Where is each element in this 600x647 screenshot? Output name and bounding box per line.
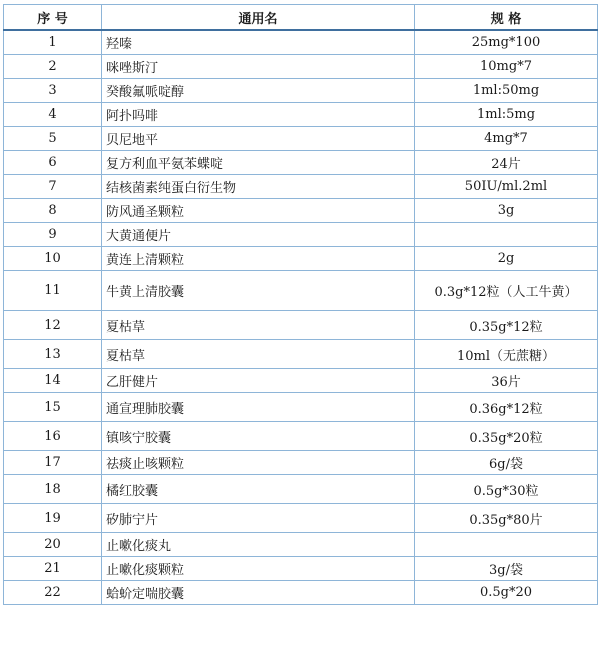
table-row — [4, 475, 598, 504]
table-row — [4, 422, 598, 451]
row-spec: 36片 — [415, 369, 598, 393]
row-spec: 0.35g*12粒 — [415, 311, 598, 340]
table-row — [4, 369, 598, 393]
header-row — [4, 5, 598, 31]
row-no: 8 — [4, 199, 102, 223]
table-row — [4, 79, 598, 103]
table-row — [4, 311, 598, 340]
row-name: 牛黄上清胶囊 — [102, 271, 415, 311]
header-no: 序 号 — [4, 5, 102, 31]
row-spec: 4mg*7 — [415, 127, 598, 151]
row-no: 2 — [4, 55, 102, 79]
row-spec: 1ml:5mg — [415, 103, 598, 127]
row-name: 大黄通便片 — [102, 223, 415, 247]
row-no: 9 — [4, 223, 102, 247]
table-row — [4, 451, 598, 475]
row-spec: 0.36g*12粒 — [415, 393, 598, 422]
table-row — [4, 103, 598, 127]
row-name: 乙肝健片 — [102, 369, 415, 393]
row-spec: 0.5g*30粒 — [415, 475, 598, 504]
row-no: 7 — [4, 175, 102, 199]
row-no: 16 — [4, 422, 102, 451]
row-name: 矽肺宁片 — [102, 504, 415, 533]
row-name: 贝尼地平 — [102, 127, 415, 151]
table-row — [4, 223, 598, 247]
row-no: 10 — [4, 247, 102, 271]
row-no: 18 — [4, 475, 102, 504]
row-name: 止嗽化痰颗粒 — [102, 557, 415, 581]
row-no: 3 — [4, 79, 102, 103]
table-row — [4, 504, 598, 533]
table-row — [4, 393, 598, 422]
row-no: 4 — [4, 103, 102, 127]
row-no: 13 — [4, 340, 102, 369]
row-spec: 25mg*100 — [415, 30, 598, 55]
table-row — [4, 581, 598, 605]
row-no: 6 — [4, 151, 102, 175]
table-row — [4, 175, 598, 199]
row-spec: 6g/袋 — [415, 451, 598, 475]
table-row — [4, 55, 598, 79]
row-no: 5 — [4, 127, 102, 151]
row-spec: 0.5g*20 — [415, 581, 598, 605]
row-no: 12 — [4, 311, 102, 340]
table-row — [4, 151, 598, 175]
row-name: 复方利血平氨苯蝶啶 — [102, 151, 415, 175]
row-name: 夏枯草 — [102, 311, 415, 340]
row-no: 21 — [4, 557, 102, 581]
row-no: 20 — [4, 533, 102, 557]
row-name: 黄连上清颗粒 — [102, 247, 415, 271]
row-spec: 0.35g*20粒 — [415, 422, 598, 451]
row-spec: 10ml（无蔗糖） — [415, 340, 598, 369]
row-no: 11 — [4, 271, 102, 311]
row-name: 癸酸氟哌啶醇 — [102, 79, 415, 103]
row-spec: 10mg*7 — [415, 55, 598, 79]
row-spec — [415, 533, 598, 557]
row-name: 止嗽化痰丸 — [102, 533, 415, 557]
row-name: 羟嗪 — [102, 30, 415, 55]
row-name: 阿扑吗啡 — [102, 103, 415, 127]
row-spec: 0.3g*12粒（人工牛黄） — [415, 271, 598, 311]
row-spec: 2g — [415, 247, 598, 271]
row-spec — [415, 223, 598, 247]
row-name: 蛤蚧定喘胶囊 — [102, 581, 415, 605]
row-no: 1 — [4, 30, 102, 55]
row-no: 14 — [4, 369, 102, 393]
table-row — [4, 247, 598, 271]
table-row — [4, 127, 598, 151]
table-row — [4, 533, 598, 557]
row-no: 19 — [4, 504, 102, 533]
row-no: 22 — [4, 581, 102, 605]
row-name: 夏枯草 — [102, 340, 415, 369]
drug-list-table — [3, 4, 598, 605]
row-no: 17 — [4, 451, 102, 475]
row-name: 祛痰止咳颗粒 — [102, 451, 415, 475]
row-name: 防风通圣颗粒 — [102, 199, 415, 223]
row-spec: 1ml:50mg — [415, 79, 598, 103]
row-no: 15 — [4, 393, 102, 422]
row-spec: 3g — [415, 199, 598, 223]
header-name: 通用名 — [102, 5, 415, 31]
row-name: 结核菌素纯蛋白衍生物 — [102, 175, 415, 199]
row-name: 镇咳宁胶囊 — [102, 422, 415, 451]
table-row — [4, 30, 598, 55]
row-name: 通宣理肺胶囊 — [102, 393, 415, 422]
row-name: 橘红胶囊 — [102, 475, 415, 504]
row-spec: 3g/袋 — [415, 557, 598, 581]
header-spec: 规 格 — [415, 5, 598, 31]
row-name: 咪唑斯汀 — [102, 55, 415, 79]
row-spec: 0.35g*80片 — [415, 504, 598, 533]
table-row — [4, 271, 598, 311]
table-row — [4, 557, 598, 581]
table-row — [4, 199, 598, 223]
row-spec: 50IU/ml.2ml — [415, 175, 598, 199]
table-row — [4, 340, 598, 369]
row-spec: 24片 — [415, 151, 598, 175]
